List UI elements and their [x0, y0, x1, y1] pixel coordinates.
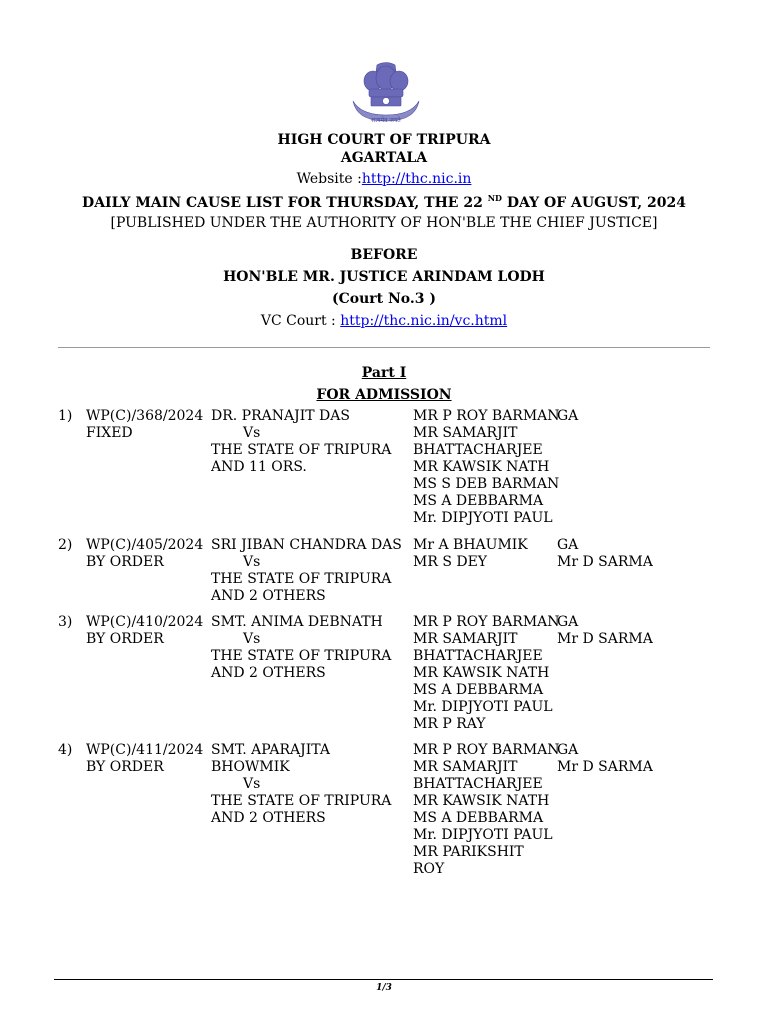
respondent-name: AND 2 OTHERS	[211, 665, 326, 681]
parties-col	[211, 537, 402, 605]
respondent-name: AND 11 ORS.	[211, 459, 307, 475]
court-name: HIGH COURT OF TRIPURA	[277, 132, 491, 148]
petitioner-name: SMT. ANIMA DEBNATH	[211, 614, 383, 630]
court-city: AGARTALA	[340, 150, 428, 166]
petitioner-advocate: MR KAWSIK NATH	[413, 459, 550, 475]
petitioner-advocate: MR P ROY BARMAN	[413, 614, 560, 630]
petitioner-advocate: Mr. DIPJYOTI PAUL	[413, 827, 553, 843]
versus-label: Vs	[243, 631, 261, 647]
part-heading: Part I	[361, 365, 407, 381]
cause-list-title	[0, 193, 768, 211]
petitioner-advocates-col	[413, 614, 560, 733]
website-link[interactable]: http://thc.nic.in	[361, 171, 472, 187]
petitioner-advocates-col	[413, 537, 528, 571]
before-label: BEFORE	[350, 247, 418, 263]
petitioner-advocates-col	[413, 408, 560, 527]
petitioner-advocate: BHATTACHARJEE	[413, 776, 543, 792]
respondent-name: AND 2 OTHERS	[211, 810, 326, 826]
respondent-name: THE STATE OF TRIPURA	[211, 648, 392, 664]
petitioner-advocate: Mr. DIPJYOTI PAUL	[413, 699, 553, 715]
respondent-name: THE STATE OF TRIPURA	[211, 442, 392, 458]
petitioner-advocate: ROY	[413, 861, 445, 877]
case-number: WP(C)/368/2024	[86, 408, 204, 424]
petitioner-name: SRI JIBAN CHANDRA DAS	[211, 537, 402, 553]
petitioner-advocate: MS A DEBBARMA	[413, 682, 544, 698]
respondent-advocates-col	[557, 614, 653, 648]
footer-divider	[54, 979, 713, 980]
case-listing-type: BY ORDER	[86, 554, 164, 570]
respondent-advocate: GA	[557, 537, 579, 553]
case-number-col	[86, 614, 203, 648]
versus-label: Vs	[243, 554, 261, 570]
petitioner-advocate: MR KAWSIK NATH	[413, 665, 550, 681]
petitioner-advocate: MR SAMARJIT	[413, 631, 518, 647]
respondent-name: AND 2 OTHERS	[211, 588, 326, 604]
respondent-advocate: GA	[557, 614, 579, 630]
respondent-advocate: Mr D SARMA	[557, 759, 653, 775]
parties-col	[211, 614, 391, 682]
petitioner-advocate: MR S DEY	[413, 554, 488, 570]
vc-court-link[interactable]: http://thc.nic.in/vc.html	[340, 313, 508, 329]
page-number: 1/3	[376, 983, 392, 993]
respondent-advocate: GA	[557, 742, 579, 758]
court-number: (Court No.3 )	[331, 291, 436, 307]
petitioner-advocate: Mr. DIPJYOTI PAUL	[413, 510, 553, 526]
case-number-col	[86, 408, 203, 442]
respondent-advocate: GA	[557, 408, 579, 424]
published-note: [PUBLISHED UNDER THE AUTHORITY OF HON'BLE THE CHIEF JUSTICE]	[110, 215, 658, 231]
petitioner-advocate: MR KAWSIK NATH	[413, 793, 550, 809]
respondent-advocate: Mr D SARMA	[557, 631, 653, 647]
case-listing-type: BY ORDER	[86, 759, 164, 775]
respondent-advocates-col	[557, 408, 578, 425]
petitioner-advocate: MS S DEB BARMAN	[413, 476, 560, 492]
respondent-name: THE STATE OF TRIPURA	[211, 793, 392, 809]
petitioner-advocate: Mr A BHAUMIK	[413, 537, 528, 553]
vc-court-line	[0, 313, 768, 329]
case-listing-type: FIXED	[86, 425, 133, 441]
petitioner-name: DR. PRANAJIT DAS	[211, 408, 350, 424]
respondent-name: THE STATE OF TRIPURA	[211, 571, 392, 587]
petitioner-advocate: MR PARIKSHIT	[413, 844, 524, 860]
national-emblem-icon	[349, 61, 423, 127]
case-listing-type: BY ORDER	[86, 631, 164, 647]
website-line	[0, 171, 768, 187]
case-number: WP(C)/405/2024	[86, 537, 204, 553]
case-number-col	[86, 537, 203, 571]
parties-col	[211, 742, 391, 827]
petitioner-advocate: MR SAMARJIT	[413, 759, 518, 775]
judge-name: HON'BLE MR. JUSTICE ARINDAM LODH	[223, 269, 545, 285]
case-serial: 3)	[58, 614, 73, 630]
petitioner-advocate: MS A DEBBARMA	[413, 493, 544, 509]
header-divider	[58, 347, 710, 348]
petitioner-advocate: MR P RAY	[413, 716, 486, 732]
petitioner-advocate: MR SAMARJIT	[413, 425, 518, 441]
respondent-advocate: Mr D SARMA	[557, 554, 653, 570]
petitioner-advocate: MR P ROY BARMAN	[413, 742, 560, 758]
website-label: Website :	[296, 171, 362, 187]
petitioner-advocate: BHATTACHARJEE	[413, 648, 543, 664]
respondent-advocates-col	[557, 742, 653, 776]
petitioner-advocate: MS A DEBBARMA	[413, 810, 544, 826]
section-heading: FOR ADMISSION	[316, 387, 452, 403]
vc-court-label: VC Court :	[260, 313, 341, 329]
petitioner-advocate: MR P ROY BARMAN	[413, 408, 560, 424]
case-serial: 2)	[58, 537, 73, 553]
petitioner-name: BHOWMIK	[211, 759, 290, 775]
versus-label: Vs	[243, 776, 261, 792]
case-number: WP(C)/410/2024	[86, 614, 204, 630]
cause-list-title-pre: DAILY MAIN CAUSE LIST FOR THURSDAY, THE 22	[82, 195, 483, 211]
case-number-col	[86, 742, 203, 776]
versus-label: Vs	[243, 425, 261, 441]
petitioner-advocates-col	[413, 742, 560, 878]
case-serial: 1)	[58, 408, 73, 424]
respondent-advocates-col	[557, 537, 653, 571]
case-number: WP(C)/411/2024	[86, 742, 204, 758]
petitioner-name: SMT. APARAJITA	[211, 742, 330, 758]
parties-col	[211, 408, 391, 476]
petitioner-advocate: BHATTACHARJEE	[413, 442, 543, 458]
case-serial: 4)	[58, 742, 73, 758]
cause-list-title-post: DAY OF AUGUST, 2024	[506, 195, 686, 211]
svg-text:सत्यमेव जयते: सत्यमेव जयते	[371, 117, 401, 124]
cause-list-title-sup: ND	[487, 193, 502, 203]
